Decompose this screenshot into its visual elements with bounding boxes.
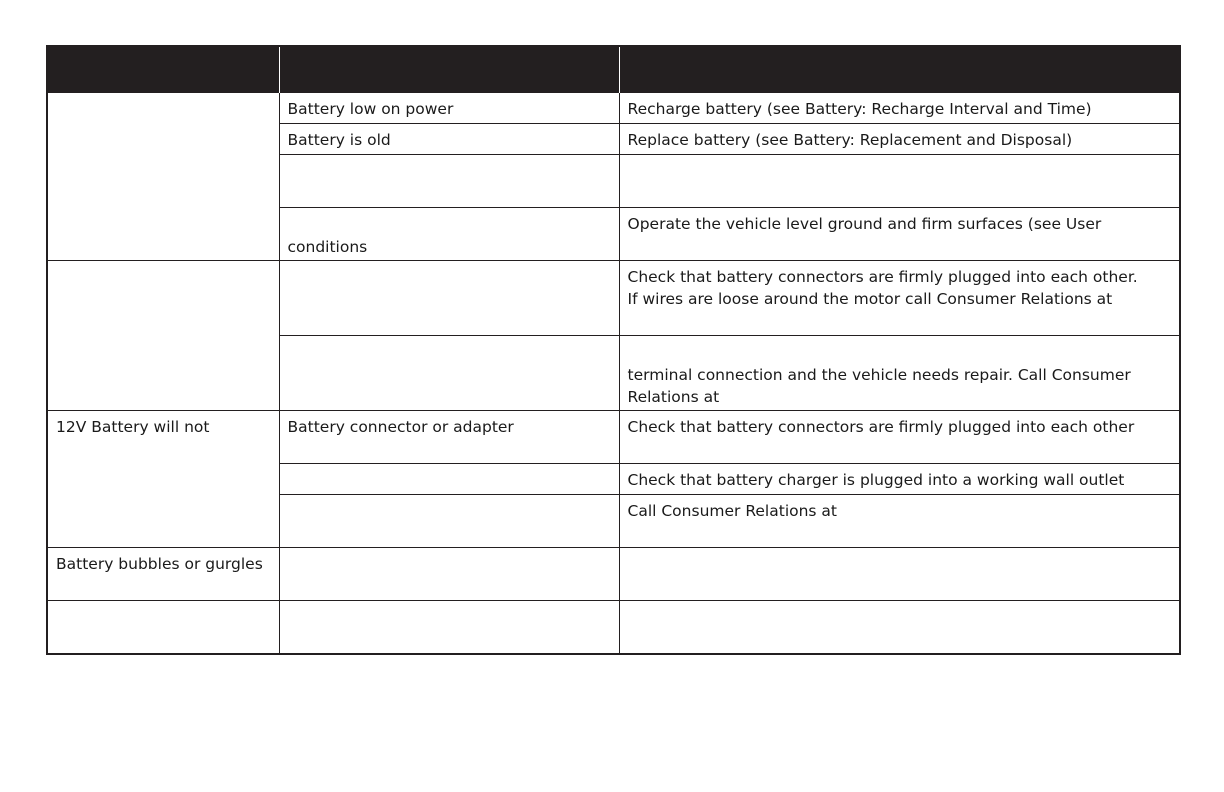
cause-cell: Battery low on power	[279, 93, 619, 124]
solution-cell	[619, 155, 1180, 208]
problem-cell	[47, 261, 279, 411]
solution-cell: terminal connection and the vehicle needs repair. Call Consumer Relations at	[619, 336, 1180, 411]
table-header-row	[47, 46, 1180, 93]
cause-cell	[279, 495, 619, 548]
table-row	[47, 601, 1180, 654]
solution-cell: Check that battery charger is plugged into a working wall outlet	[619, 464, 1180, 495]
solution-cell: Operate the vehicle level ground and firm surfaces (see User	[619, 208, 1180, 261]
cause-cell	[279, 261, 619, 336]
solution-cell	[619, 548, 1180, 601]
header-solution	[619, 46, 1180, 93]
cause-cell	[279, 601, 619, 654]
cause-cell	[279, 464, 619, 495]
problem-cell: Battery bubbles or gurgles	[47, 548, 279, 601]
problem-cell: 12V Battery will not	[47, 411, 279, 548]
solution-cell: Replace battery (see Battery: Replacement and Disposal)	[619, 124, 1180, 155]
cause-cell	[279, 548, 619, 601]
problem-cell	[47, 93, 279, 261]
header-problem	[47, 46, 279, 93]
table-row	[47, 548, 1180, 601]
cause-cell: Battery connector or adapter	[279, 411, 619, 464]
cause-cell	[279, 336, 619, 411]
table-row	[47, 411, 1180, 464]
table-row	[47, 261, 1180, 336]
table-row	[47, 93, 1180, 124]
cause-cell: Battery is old	[279, 124, 619, 155]
solution-cell: Check that battery connectors are firmly plugged into each other. If wires are loose around the motor call Consumer Relations at	[619, 261, 1180, 336]
solution-cell: Recharge battery (see Battery: Recharge Interval and Time)	[619, 93, 1180, 124]
solution-cell: Call Consumer Relations at	[619, 495, 1180, 548]
header-cause	[279, 46, 619, 93]
troubleshooting-table	[46, 45, 1181, 655]
cause-cell	[279, 155, 619, 208]
problem-cell	[47, 601, 279, 654]
solution-cell: Check that battery connectors are firmly plugged into each other	[619, 411, 1180, 464]
solution-cell	[619, 601, 1180, 654]
cause-cell: conditions	[279, 208, 619, 261]
